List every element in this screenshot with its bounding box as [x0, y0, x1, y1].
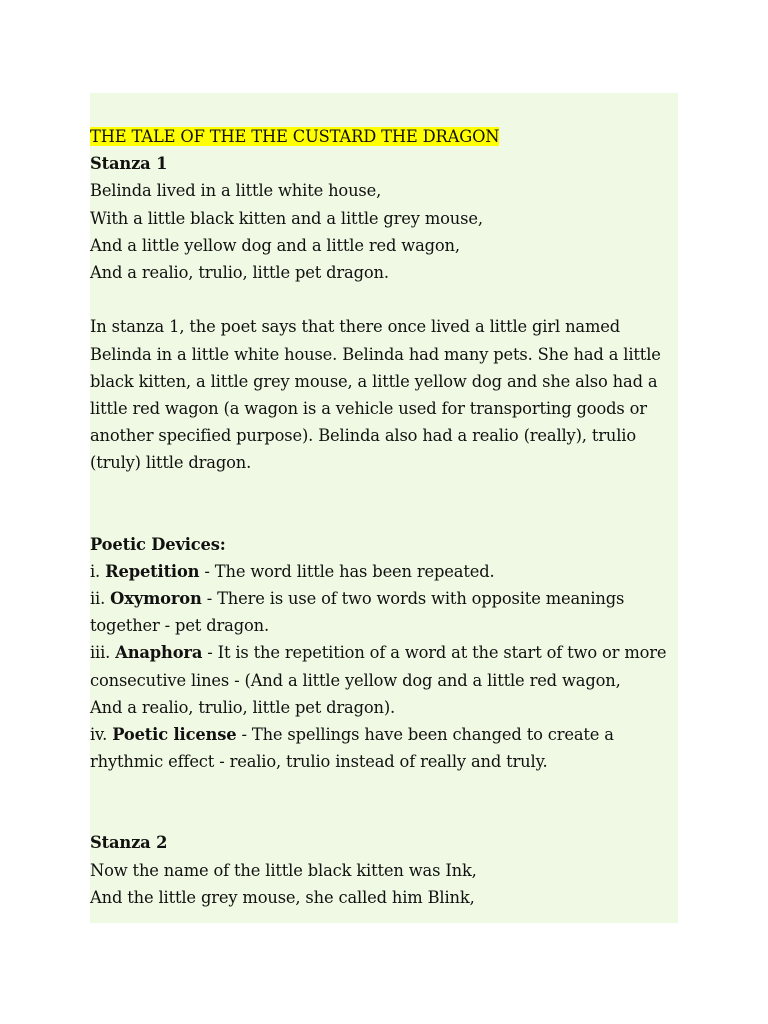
stanza-1-heading: Stanza 1 [90, 154, 168, 174]
explanation-line-6: (truly) little dragon. [90, 453, 252, 473]
device-item-oxymoron [90, 585, 678, 612]
explanation-line-2: Belinda in a little white house. Belinda had many pets. She had a little [90, 344, 661, 364]
device-number: iv. [90, 725, 108, 745]
device-term: Repetition [105, 561, 200, 581]
stanza-2-line-1: Now the name of the little black kitten was Ink, [90, 860, 477, 880]
document-title: THE TALE OF THE THE CUSTARD THE DRAGON [90, 127, 500, 146]
device-text: - There is use of two words with opposite meanings [201, 589, 625, 609]
device-text: - It is the repetition of a word at the start of two or more [202, 643, 667, 663]
title-line [90, 123, 678, 150]
stanza-1-line-4: And a realio, trulio, little pet dragon. [90, 263, 389, 283]
device-text-continued: consecutive lines - (And a little yellow dog and a little red wagon, [90, 670, 621, 690]
document-body [90, 123, 678, 911]
device-text: - The word little has been repeated. [199, 561, 495, 581]
device-term: Poetic license [112, 725, 237, 745]
device-term: Anaphora [115, 643, 203, 663]
stanza-2-heading: Stanza 2 [90, 833, 168, 853]
explanation-line-4: little red wagon (a wagon is a vehicle used for transporting goods or [90, 399, 647, 419]
explanation-line-3: black kitten, a little grey mouse, a little yellow dog and she also had a [90, 371, 658, 391]
explanation-line-5: another specified purpose). Belinda also had a realio (really), trulio [90, 426, 636, 446]
device-text: - The spellings have been changed to create a [236, 725, 614, 745]
stanza-1-line-3: And a little yellow dog and a little red wagon, [90, 235, 460, 255]
stanza-1-line-1: Belinda lived in a little white house, [90, 181, 382, 201]
device-term: Oxymoron [110, 589, 202, 609]
device-number: i. [90, 561, 101, 581]
device-text-continued: And a realio, trulio, little pet dragon). [90, 697, 396, 717]
poetic-devices-heading: Poetic Devices: [90, 534, 226, 554]
device-item-anaphora [90, 639, 678, 666]
explanation-line-1: In stanza 1, the poet says that there once lived a little girl named [90, 317, 621, 337]
device-number: ii. [90, 589, 106, 609]
device-number: iii. [90, 643, 111, 663]
device-item-repetition [90, 558, 678, 585]
device-item-poetic-license [90, 721, 678, 748]
stanza-2-line-2: And the little grey mouse, she called him Blink, [90, 887, 475, 907]
device-text-continued: rhythmic effect - realio, trulio instead of really and truly. [90, 752, 548, 772]
stanza-1-line-2: With a little black kitten and a little grey mouse, [90, 208, 483, 228]
device-text-continued: together - pet dragon. [90, 616, 269, 636]
